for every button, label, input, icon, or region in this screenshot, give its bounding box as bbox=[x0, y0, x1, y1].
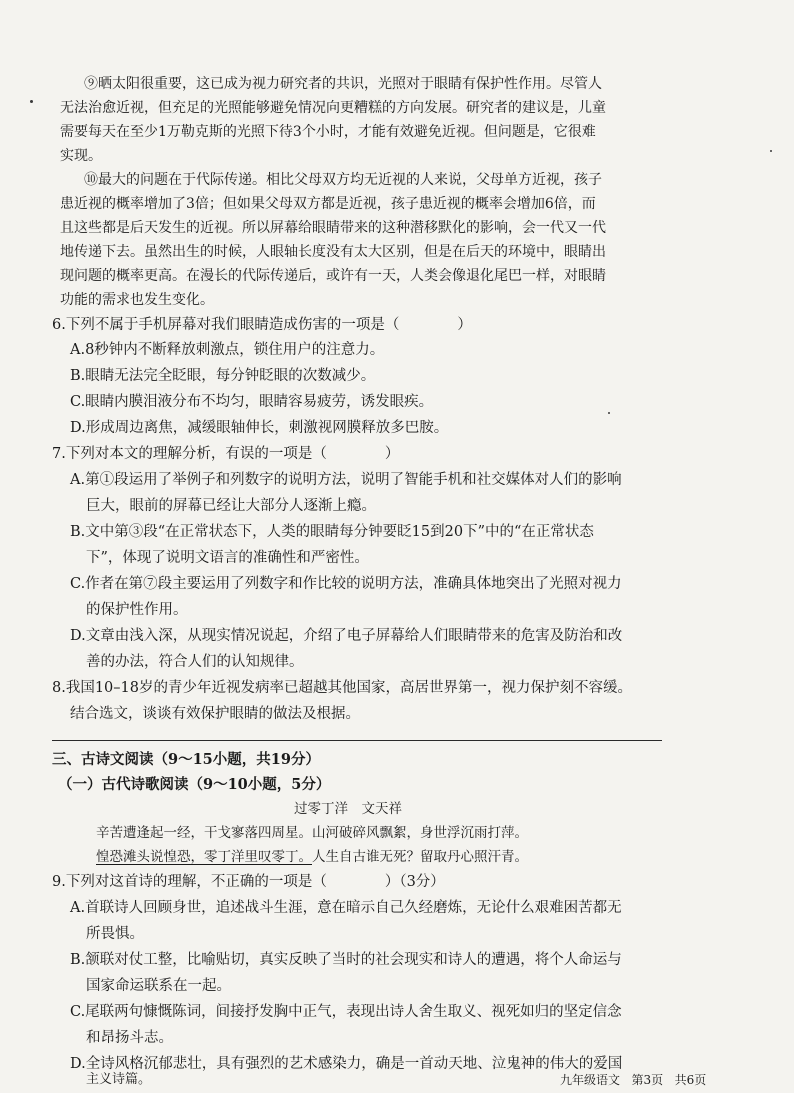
q7-option-c-line-1: C.作者在第⑦段主要运用了列数字和作比较的说明方法，准确具体地突出了光照对视力 bbox=[70, 576, 622, 592]
q9-option-d-line-2: 主义诗篇。 bbox=[86, 1072, 152, 1087]
q9-stem: 9.下列对这首诗的理解，不正确的一项是（ ）（3分） bbox=[52, 874, 445, 890]
poem-line-2-rest: 人生自古谁无死？留取丹心照汗青。 bbox=[312, 849, 528, 865]
q7-option-d-line-2: 善的办法，符合人们的认知规律。 bbox=[86, 654, 304, 670]
poem-line-2 bbox=[96, 845, 528, 869]
q7-option-b-line-1: B.文中第③段“在正常状态下，人类的眼睛每分钟要眨15到20下”中的“在正常状态 bbox=[70, 524, 594, 540]
q7-option-d-line-1: D.文章由浅入深，从现实情况说起，介绍了电子屏幕给人们眼睛带来的危害及防治和改 bbox=[70, 628, 623, 644]
passage-p10-line-1: ⑩最大的问题在于代际传递。相比父母双方均无近视的人来说，父母单方近视，孩子 bbox=[84, 172, 602, 188]
poem-underlined-phrase: 惶恐滩头说惶恐，零丁洋里叹零丁。 bbox=[96, 849, 312, 865]
passage-p10-line-2: 患近视的概率增加了3倍；但如果父母双方都是近视，孩子患近视的概率会增加6倍，而 bbox=[60, 196, 596, 212]
passage-p9-line-1: ⑨晒太阳很重要，这已成为视力研究者的共识，光照对于眼睛有保护性作用。尽管人 bbox=[84, 76, 602, 92]
passage-p9-line-3: 需要每天在至少1万勒克斯的光照下待3个小时，才能有效避免近视。但问题是，它很难 bbox=[60, 124, 596, 140]
q6-option-c: C.眼睛内膜泪液分布不均匀，眼睛容易疲劳，诱发眼疾。 bbox=[70, 394, 434, 410]
q9-option-b-line-1: B.颔联对仗工整，比喻贴切，真实反映了当时的社会现实和诗人的遭遇，将个人命运与 bbox=[70, 952, 622, 968]
q9-option-c-line-2: 和昂扬斗志。 bbox=[86, 1030, 173, 1046]
passage-p10-line-5: 现问题的概率更高。在漫长的代际传递后，或许有一天，人类会像退化尾巴一样，对眼睛 bbox=[60, 268, 606, 284]
q9-option-d-line-1: D.全诗风格沉郁悲壮，具有强烈的艺术感染力，确是一首动天地、泣鬼神的伟大的爱国 bbox=[70, 1056, 623, 1072]
section3-title: 三、古诗文阅读（9～15小题，共19分） bbox=[52, 751, 320, 768]
q9-option-c-line-1: C.尾联两句慷慨陈词，间接抒发胸中正气，表现出诗人舍生取义、视死如归的坚定信念 bbox=[70, 1004, 622, 1020]
q8-line-1: 8.我国10–18岁的青少年近视发病率已超越其他国家，高居世界第一，视力保护刻不容缓。 bbox=[52, 680, 632, 696]
q9-option-a-line-2: 所畏惧。 bbox=[86, 926, 144, 942]
passage-p10-line-4: 地传递下去。虽然出生的时候，人眼轴长度没有太大区别，但是在后天的环境中，眼睛出 bbox=[60, 244, 606, 260]
q6-option-a: A.8秒钟内不断释放刺激点，锁住用户的注意力。 bbox=[70, 342, 385, 358]
q6-option-d: D.形成周边离焦，减缓眼轴伸长，刺激视网膜释放多巴胺。 bbox=[70, 420, 449, 436]
scan-speck bbox=[30, 100, 33, 103]
section-divider bbox=[52, 740, 662, 741]
q7-option-b-line-2: 下”，体现了说明文语言的准确性和严密性。 bbox=[86, 550, 369, 566]
passage-p10-line-6: 功能的需求也发生变化。 bbox=[60, 292, 214, 308]
q9-option-b-line-2: 国家命运联系在一起。 bbox=[86, 978, 231, 994]
q9-option-a-line-1: A.首联诗人回顾身世，追述战斗生涯，意在暗示自己久经磨炼，无论什么艰难困苦都无 bbox=[70, 900, 622, 916]
scan-speck bbox=[770, 150, 772, 152]
q7-stem: 7.下列对本文的理解分析，有误的一项是（ ） bbox=[52, 446, 400, 462]
section3-subtitle: （一）古代诗歌阅读（9～10小题，5分） bbox=[58, 776, 331, 793]
q8-line-2: 结合选文，谈谈有效保护眼睛的做法及根据。 bbox=[70, 706, 360, 722]
footer-page-number: 第3页 bbox=[631, 1073, 664, 1087]
poem-line-1: 辛苦遭逢起一经，干戈寥落四周星。山河破碎风飘絮，身世浮沉雨打萍。 bbox=[96, 825, 528, 841]
footer-page-total: 共6页 bbox=[674, 1073, 707, 1087]
q7-option-a-line-2: 巨大，眼前的屏幕已经让大部分人逐渐上瘾。 bbox=[86, 498, 376, 514]
passage-p9-line-2: 无法治愈近视，但充足的光照能够避免情况向更糟糕的方向发展。研究者的建议是，儿童 bbox=[60, 100, 606, 116]
scan-speck bbox=[608, 412, 610, 414]
poem-title: 过零丁洋 文天祥 bbox=[294, 801, 402, 817]
q7-option-a-line-1: A.第①段运用了举例子和列数字的说明方法，说明了智能手机和社交媒体对人们的影响 bbox=[70, 472, 622, 488]
footer-subject-label: 九年级语文 bbox=[560, 1073, 621, 1087]
passage-p9-line-4: 实现。 bbox=[60, 148, 102, 164]
q6-option-b: B.眼睛无法完全眨眼，每分钟眨眼的次数减少。 bbox=[70, 368, 376, 384]
passage-p10-line-3: 且这些都是后天发生的近视。所以屏幕给眼睛带来的这种潜移默化的影响，会一代又一代 bbox=[60, 220, 606, 236]
q6-stem: 6.下列不属于手机屏幕对我们眼睛造成伤害的一项是（ ） bbox=[52, 317, 472, 333]
q7-option-c-line-2: 的保护性作用。 bbox=[86, 602, 188, 618]
